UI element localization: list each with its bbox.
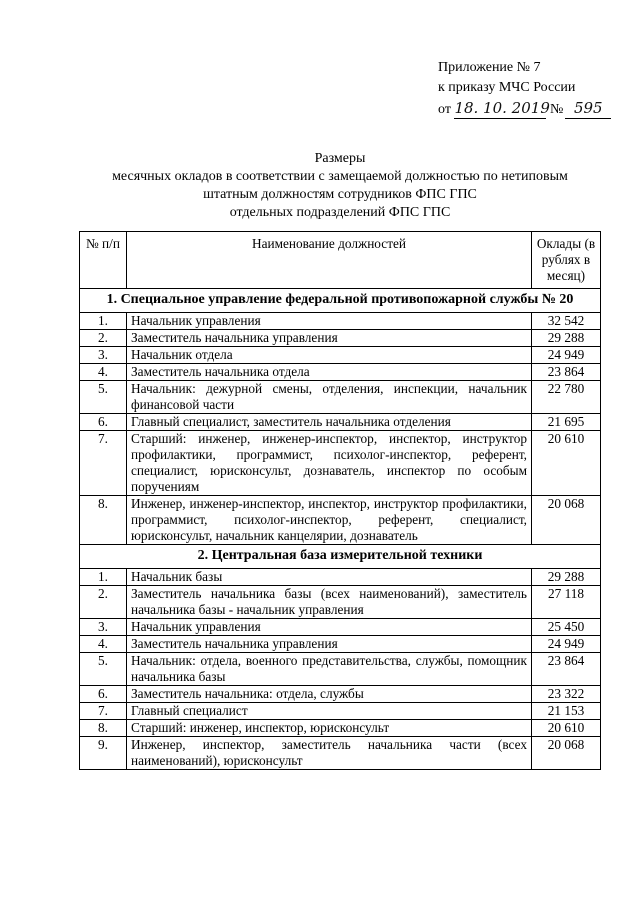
salary-value: 20 068	[532, 737, 601, 770]
table-row	[80, 347, 601, 364]
salary-value: 23 864	[532, 653, 601, 686]
row-number: 9.	[80, 737, 127, 770]
position-name: Инженер, инспектор, заместитель начальника части (всех наименований), юрисконсульт	[127, 737, 532, 770]
section-row	[80, 545, 601, 569]
table-row	[80, 703, 601, 720]
table-row	[80, 720, 601, 737]
table-row	[80, 569, 601, 586]
salary-value: 21 695	[532, 414, 601, 431]
appendix-line-3	[438, 98, 611, 120]
row-number: 6.	[80, 686, 127, 703]
position-name: Начальник управления	[127, 619, 532, 636]
salary-value: 24 949	[532, 636, 601, 653]
row-number: 3.	[80, 619, 127, 636]
position-name: Старший: инженер, инспектор, юрисконсульт	[127, 720, 532, 737]
title-line-3: штатным должностям сотрудников ФПС ГПС	[203, 187, 477, 202]
title-line-1: Размеры	[314, 151, 366, 166]
table-body	[80, 289, 601, 770]
row-number: 7.	[80, 703, 127, 720]
salary-value: 24 949	[532, 347, 601, 364]
section-row	[80, 289, 601, 313]
handwritten-date: 18. 10. 2019	[454, 99, 550, 117]
position-name: Заместитель начальника отдела	[127, 364, 532, 381]
position-name: Начальник: отдела, военного представительства, службы, помощник начальника базы	[127, 653, 532, 686]
table-row	[80, 496, 601, 545]
appendix-header	[438, 58, 611, 120]
salary-value: 23 864	[532, 364, 601, 381]
row-number: 5.	[80, 653, 127, 686]
header-number: № п/п	[80, 232, 127, 289]
row-number: 1.	[80, 569, 127, 586]
salary-value: 20 610	[532, 720, 601, 737]
salary-value: 29 288	[532, 569, 601, 586]
position-name: Заместитель начальника базы (всех наименований), заместитель начальника базы - начальник управления	[127, 586, 532, 619]
table-row	[80, 619, 601, 636]
table-row	[80, 737, 601, 770]
salary-value: 29 288	[532, 330, 601, 347]
salary-value: 21 153	[532, 703, 601, 720]
position-name: Заместитель начальника: отдела, службы	[127, 686, 532, 703]
table-row	[80, 381, 601, 414]
row-number: 4.	[80, 636, 127, 653]
position-name: Главный специалист, заместитель начальника отделения	[127, 414, 532, 431]
salary-value: 25 450	[532, 619, 601, 636]
appendix-line-1: Приложение № 7	[438, 60, 541, 75]
table-row	[80, 313, 601, 330]
table-row	[80, 586, 601, 619]
position-name: Начальник: дежурной смены, отделения, инспекции, начальник финансовой части	[127, 381, 532, 414]
header-position-name: Наименование должностей	[127, 232, 532, 289]
table-row	[80, 431, 601, 496]
position-name: Инженер, инженер-инспектор, инспектор, инструктор профилактики, программист, психолог-инспектор, референт, специалист, юрисконсульт, начальник канцелярии, дознаватель	[127, 496, 532, 545]
table-row	[80, 330, 601, 347]
row-number: 1.	[80, 313, 127, 330]
number-label: №	[549, 102, 564, 117]
row-number: 6.	[80, 414, 127, 431]
position-name: Начальник управления	[127, 313, 532, 330]
title-line-4: отдельных подразделений ФПС ГПС	[229, 205, 451, 220]
salary-value: 20 610	[532, 431, 601, 496]
section-title: 1. Специальное управление федеральной противопожарной службы № 20	[80, 289, 601, 313]
table-row	[80, 636, 601, 653]
title-line-2: месячных окладов в соответствии с замещаемой должностью по нетиповым	[112, 169, 568, 184]
salary-value: 22 780	[532, 381, 601, 414]
row-number: 2.	[80, 586, 127, 619]
handwritten-number: 595	[565, 98, 611, 119]
table-header-row	[80, 232, 601, 289]
table-row	[80, 653, 601, 686]
position-name: Начальник отдела	[127, 347, 532, 364]
salary-table	[79, 231, 601, 770]
row-number: 5.	[80, 381, 127, 414]
table-row	[80, 686, 601, 703]
table-row	[80, 414, 601, 431]
from-label: от	[438, 102, 451, 117]
position-name: Старший: инженер, инженер-инспектор, инспектор, инструктор профилактики, программист, психолог-инспектор, референт, специалист, юрисконсульт, дознаватель, инспектор по особым поручениям	[127, 431, 532, 496]
position-name: Начальник базы	[127, 569, 532, 586]
row-number: 8.	[80, 496, 127, 545]
row-number: 2.	[80, 330, 127, 347]
row-number: 4.	[80, 364, 127, 381]
appendix-line-2: к приказу МЧС России	[438, 80, 576, 95]
section-title: 2. Центральная база измерительной техники	[80, 545, 601, 569]
table-row	[80, 364, 601, 381]
position-name: Главный специалист	[127, 703, 532, 720]
header-salary: Оклады (в рублях в месяц)	[532, 232, 601, 289]
position-name: Заместитель начальника управления	[127, 330, 532, 347]
salary-value: 32 542	[532, 313, 601, 330]
position-name: Заместитель начальника управления	[127, 636, 532, 653]
salary-value: 27 118	[532, 586, 601, 619]
row-number: 7.	[80, 431, 127, 496]
row-number: 8.	[80, 720, 127, 737]
row-number: 3.	[80, 347, 127, 364]
salary-value: 20 068	[532, 496, 601, 545]
document-title	[80, 150, 600, 222]
salary-value: 23 322	[532, 686, 601, 703]
